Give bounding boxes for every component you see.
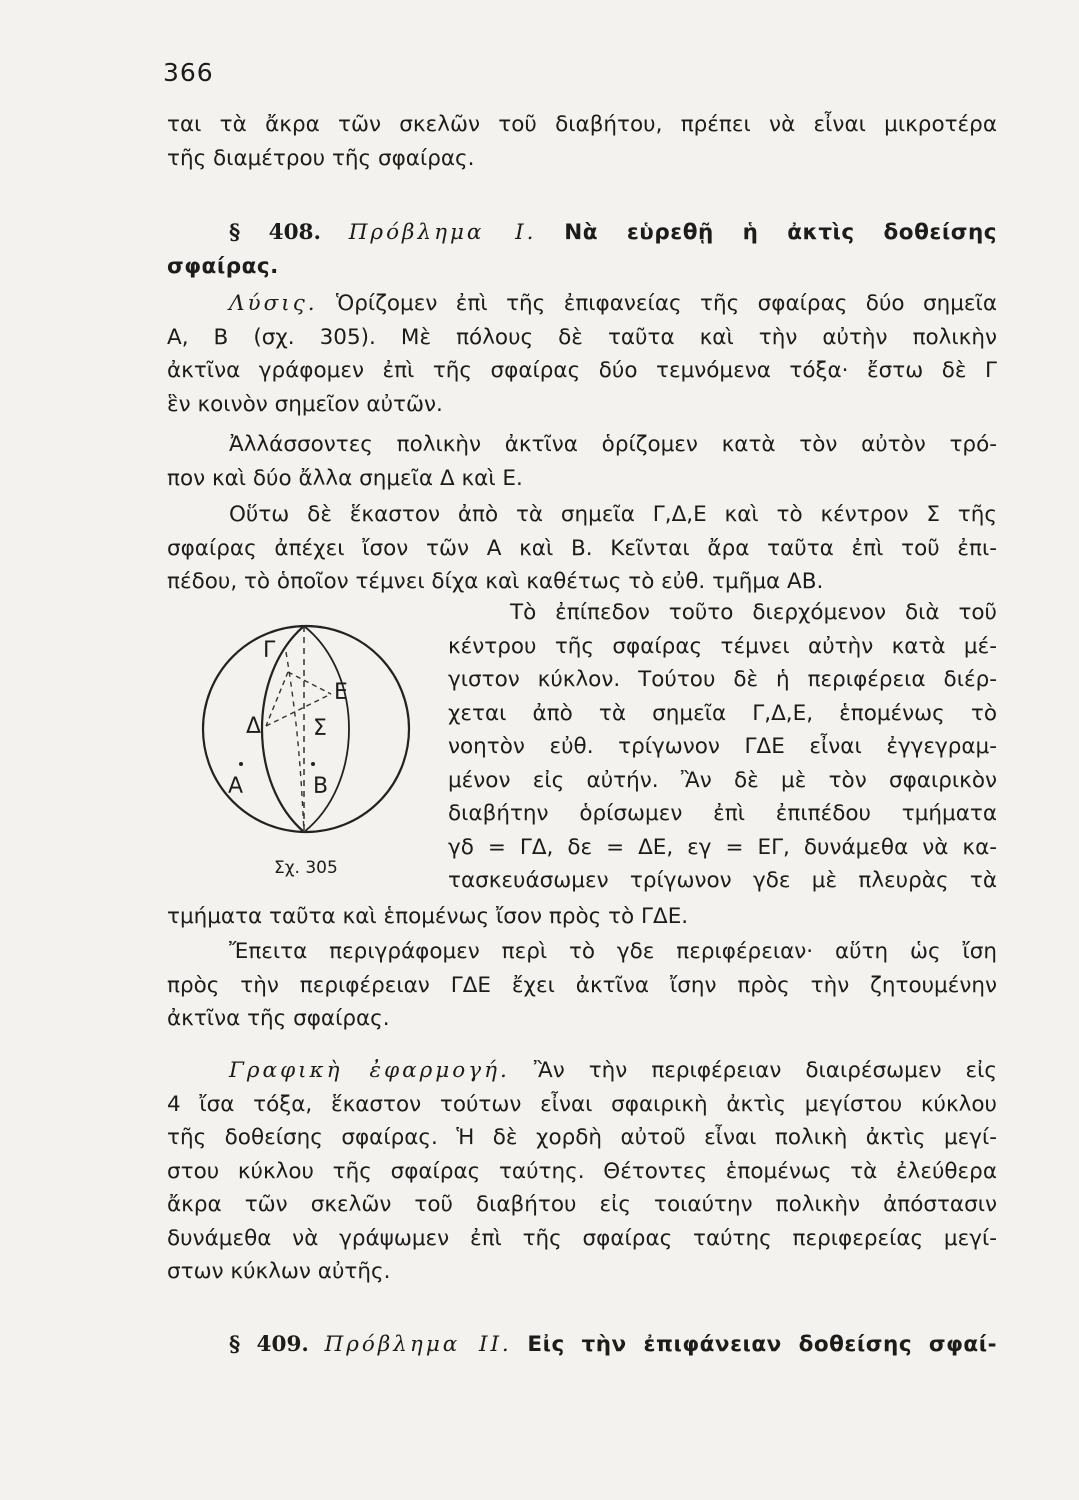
text-line: στων κύκλων αὐτῆς. [167, 1259, 391, 1284]
figure-label-epsilon: Ε [334, 680, 348, 705]
text-line: σφαίρας ἀπέχει ἴσον τῶν Α καὶ Β. Κεῖνται ἄρα ταῦτα ἐπὶ τοῦ ἐπι- [167, 535, 997, 561]
heading-line [167, 250, 997, 284]
text-line: χεται ἀπὸ τὰ σημεῖα Γ,Δ,Ε, ἑπομένως τὸ [448, 700, 997, 726]
text-line: κέντρου τῆς σφαίρας τέμνει αὐτὴν κατὰ μέ- [448, 633, 997, 659]
page-number: 366 [163, 58, 214, 87]
text-line: ται τὰ ἄκρα τῶν σκελῶν τοῦ διαβήτου, πρέπει νὰ εἶναι μικροτέρα [167, 112, 997, 137]
text-line [167, 287, 997, 321]
graphic-application-paragraph [167, 1054, 997, 1289]
sphere-diagram [186, 614, 436, 884]
figure-caption: Σχ. 305 [274, 858, 338, 878]
text-line: Ἀλλάσσοντες πολικὴν ἀκτῖνα ὁρίζομεν κατὰ τὸν αὐτὸν τρό- [229, 432, 997, 457]
solution-text: Ὁρίζομεν ἐπὶ τῆς ἐπιφανείας τῆς σφαίρας δύο σημεῖα [336, 291, 997, 316]
text-line: μένον εἰς αὐτήν. Ἂν δὲ μὲ τὸν σφαιρικὸν [448, 767, 997, 793]
sphere-outline [203, 626, 409, 832]
graphic-text: Ἂν τὴν περιφέρειαν διαιρέσωμεν εἰς [533, 1058, 997, 1083]
text-line: ἀκτῖνα τῆς σφαίρας. [167, 1006, 390, 1031]
paragraph-5 [167, 935, 997, 1036]
text-line: ἀκτῖνα γράφομεν ἐπὶ τῆς σφαίρας δύο τεμνόμενα τόξα· ἔστω δὲ Γ [167, 358, 997, 383]
text-line: πον καὶ δύο ἄλλα σημεῖα Δ καὶ Ε. [167, 465, 523, 491]
text-line: τασκευάσωμεν τρίγωνον γδε μὲ πλευρὰς τὰ [448, 868, 997, 893]
paragraph-4-end [167, 900, 997, 934]
figure-label-delta: Δ [246, 714, 262, 739]
text-line: γδ = ΓΔ, δε = ΔΕ, εγ = ΕΓ, δυνάμεθα νὰ κα- [448, 834, 997, 860]
text-line: Τὸ ἐπίπεδον τοῦτο διερχόμενον διὰ τοῦ [510, 600, 997, 625]
text-line: 4 ἴσα τόξα, ἕκαστον τούτων εἶναι σφαιρικὴ ἀκτὶς μεγίστου κύκλου [167, 1091, 997, 1117]
heading-line [167, 1328, 997, 1362]
figure-label-alpha: Α [228, 774, 244, 799]
text-line: πρὸς τὴν περιφέρειαν ΓΔΕ ἔχει ἀκτῖνα ἴσην πρὸς τὴν ζητουμένην [167, 972, 997, 998]
graphic-label: Γραφικὴ ἐφαρμογή. [229, 1058, 510, 1083]
text-line: Ἔπειτα περιγράφομεν περὶ τὸ γδε περιφέρειαν· αὕτη ὡς ἴση [229, 939, 997, 964]
top-paragraph [167, 108, 997, 175]
dashed-line-GE [288, 672, 331, 694]
text-line: Οὕτω δὲ ἕκαστον ἀπὸ τὰ σημεῖα Γ,Δ,Ε καὶ τὸ κέντρον Σ τῆς [229, 502, 997, 527]
text-line: νοητὸν εὐθ. τρίγωνον ΓΔΕ εἶναι ἐγγεγραμ- [448, 734, 997, 759]
paragraph-2 [167, 428, 997, 495]
text-line: ἄκρα τῶν σκελῶν τοῦ διαβήτου εἰς τοιαύτην πολικὴν ἀπόστασιν [167, 1192, 997, 1217]
text-line: στου κύκλου τῆς σφαίρας ταύτης. Θέτοντες ἑπομένως τὰ ἐλεύθερα [167, 1158, 997, 1184]
figure-305 [186, 614, 436, 884]
paragraph-4-right-column [448, 596, 997, 898]
section-408-heading [167, 216, 997, 283]
text-line: δυνάμεθα νὰ γράψωμεν ἐπὶ τῆς σφαίρας ταύτης περιφερείας μεγί- [167, 1225, 997, 1251]
text-line: τῆς δοθείσης σφαίρας. Ἡ δὲ χορδὴ αὐτοῦ εἶναι πολικὴ ἀκτὶς μεγί- [167, 1125, 997, 1150]
text-line: ἓν κοινὸν σημεῖον αὐτῶν. [167, 391, 443, 417]
problem-title: Εἰς τὴν ἐπιφάνειαν δοθείσης σφαί- [527, 1332, 997, 1357]
text-line: γιστον κύκλον. Τούτου δὲ ἡ περιφέρεια διέρ- [448, 667, 997, 692]
text-line: Α, Β (σχ. 305). Μὲ πόλους δὲ ταῦτα καὶ τὴν αὐτὴν πολικὴν [167, 324, 997, 350]
text-line: διαβήτην ὁρίσωμεν ἐπὶ ἐπιπέδου τμήματα [448, 801, 997, 826]
section-409-heading [167, 1328, 997, 1362]
solution-label: Λύσις. [229, 291, 318, 316]
dashed-curve [286, 652, 304, 832]
text-line: τῆς διαμέτρου τῆς σφαίρας. [167, 145, 475, 171]
problem-label: Πρόβλημα ΙΙ. [324, 1332, 512, 1357]
problem-title: Νὰ εὑρεθῇ ἡ ἀκτὶς δοθείσης [564, 220, 997, 245]
section-number: § 409. [229, 1332, 309, 1357]
point-A [239, 762, 243, 766]
text-line: πέδου, τὸ ὁποῖον τέμνει δίχα καὶ καθέτως τὸ εὐθ. τμῆμα ΑΒ. [167, 569, 824, 594]
figure-label-beta: Β [313, 774, 329, 799]
figure-label-sigma: Σ [313, 716, 327, 741]
text-line [167, 1054, 997, 1088]
problem-label: Πρόβλημα Ι. [348, 220, 537, 245]
figure-label-gamma: Γ [263, 638, 276, 663]
heading-line [167, 216, 997, 250]
paragraph-3 [167, 498, 997, 599]
section-number: § 408. [229, 220, 321, 245]
problem-title-cont: σφαίρας. [167, 253, 279, 279]
text-line: τμήματα ταῦτα καὶ ἑπομένως ἴσον πρὸς τὸ ΓΔΕ. [167, 904, 689, 929]
solution-paragraph [167, 287, 997, 421]
point-B [311, 762, 315, 766]
